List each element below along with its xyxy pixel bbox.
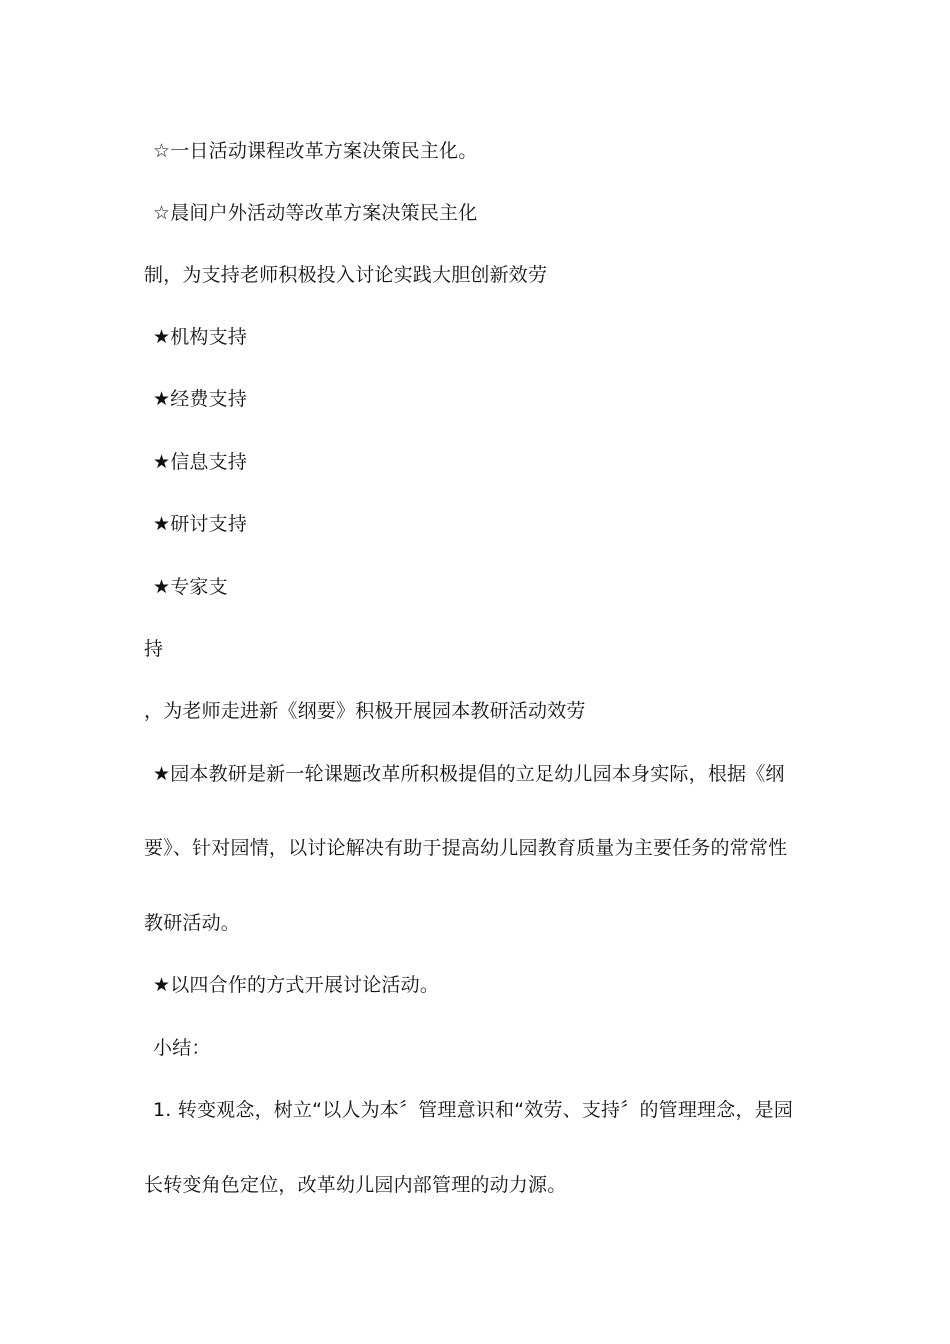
text-line: ★研讨支持 <box>153 513 248 535</box>
text-line: ★园本教研是新一轮课题改革所积极提倡的立足幼儿园本身实际，根据《纲 <box>153 763 785 785</box>
text-line: ★机构支持 <box>153 326 248 348</box>
text-line: ★专家支 <box>153 576 228 598</box>
text-line: ☆一日活动课程改革方案决策民主化。 <box>153 140 478 162</box>
text-line: 教研活动。 <box>144 912 241 934</box>
text-line: 长转变角色定位，改革幼儿园内部管理的动力源。 <box>144 1174 567 1196</box>
text-line: ，为老师走进新《纲要》积极开展园本教研活动效劳 <box>144 700 586 722</box>
text-line: 1. 转变观念，树立“以人为本〞管理意识和“效劳、支持〞的管理理念，是园 <box>153 1099 794 1121</box>
text-line: ★以四合作的方式开展讨论活动。 <box>153 974 440 996</box>
text-line: 制，为支持老师积极投入讨论实践大胆创新效劳 <box>144 264 548 286</box>
text-line: ☆晨间户外活动等改革方案决策民主化 <box>153 202 478 224</box>
text-line: 持 <box>144 638 164 660</box>
text-line: 要》、针对园情，以讨论解决有助于提高幼儿园教育质量为主要任务的常常性 <box>144 837 788 859</box>
text-line: ★信息支持 <box>153 451 248 473</box>
text-line: 小结： <box>153 1037 211 1059</box>
text-line: ★经费支持 <box>153 388 248 410</box>
